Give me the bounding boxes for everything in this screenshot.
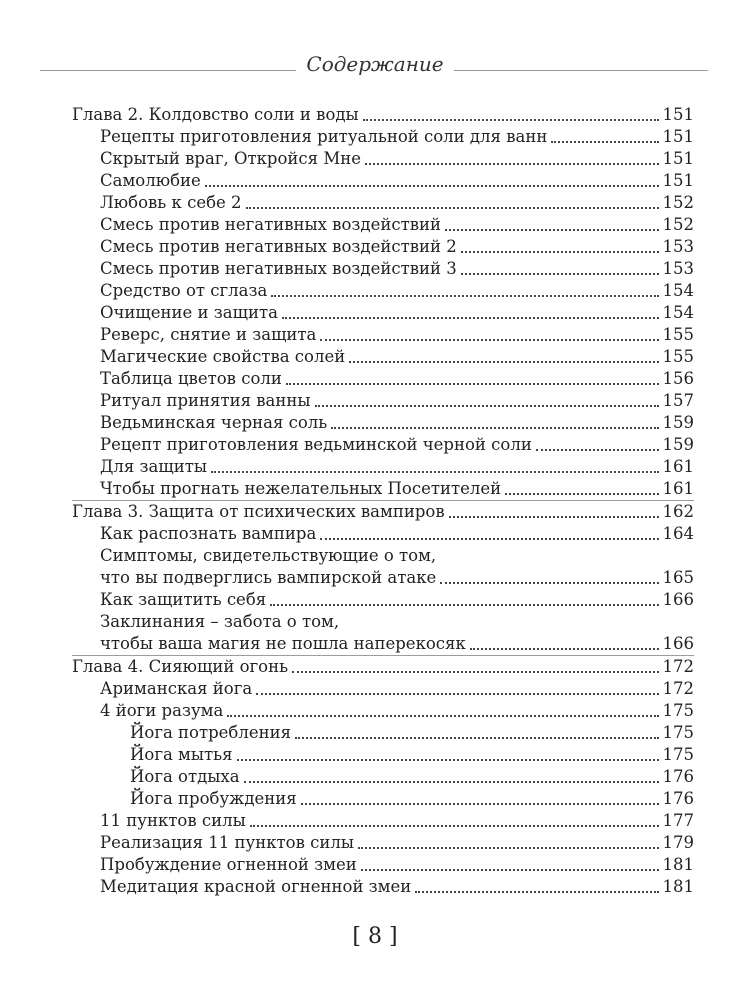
chapter-row[interactable] — [72, 104, 694, 126]
entry-page: 177 — [662, 811, 694, 830]
dot-leader — [205, 185, 659, 187]
entry-page: 153 — [662, 259, 694, 278]
toc-entry[interactable] — [72, 368, 694, 390]
entry-page: 175 — [662, 701, 694, 720]
entry-page: 159 — [662, 413, 694, 432]
toc-entry[interactable] — [72, 302, 694, 324]
dot-leader — [440, 582, 658, 584]
entry-page: 166 — [662, 590, 694, 609]
entry-title: Рецепт приготовления ведьминской черной соли — [100, 435, 532, 454]
dot-leader — [315, 405, 659, 407]
dot-leader — [505, 493, 658, 495]
entry-title: Скрытый враг, Откройся Мне — [100, 149, 361, 168]
dot-leader — [320, 538, 658, 540]
dot-leader — [286, 383, 659, 385]
header — [0, 52, 750, 76]
entry-title: Смесь против негативных воздействий 2 — [100, 237, 457, 256]
entry-page: 161 — [662, 457, 694, 476]
entry-title: Рецепты приготовления ритуальной соли для ванн — [100, 127, 548, 146]
entry-page: 176 — [662, 789, 694, 808]
dot-leader — [320, 339, 658, 341]
dot-leader — [365, 163, 659, 165]
entry-title: 4 йоги разума — [100, 701, 224, 720]
toc-entry[interactable] — [72, 214, 694, 236]
entry-page: 172 — [662, 679, 694, 698]
dot-leader — [415, 891, 658, 893]
toc-entry[interactable] — [72, 678, 694, 700]
entry-page: 181 — [662, 855, 694, 874]
entry-title: Ритуал принятия ванны — [100, 391, 311, 410]
entry-title: 11 пунктов силы — [100, 811, 246, 830]
chapter-block — [72, 656, 694, 898]
entry-page: 151 — [662, 149, 694, 168]
dot-leader — [449, 516, 659, 518]
dot-leader — [227, 715, 658, 717]
entry-page: 175 — [662, 723, 694, 742]
toc-entry[interactable] — [72, 876, 694, 898]
entry-title: Ариманская йога — [100, 679, 253, 698]
entry-title: Пробуждение огненной змеи — [100, 855, 357, 874]
entry-title: Любовь к себе 2 — [100, 193, 242, 212]
entry-page: 165 — [662, 568, 694, 587]
entry-title: Как распознать вампира — [100, 524, 317, 543]
toc-entry[interactable] — [72, 412, 694, 434]
chapter-page: 162 — [662, 502, 694, 521]
toc-entry[interactable] — [72, 456, 694, 478]
entry-page: 179 — [662, 833, 694, 852]
toc-entry[interactable] — [72, 434, 694, 456]
chapter-row[interactable] — [72, 501, 694, 523]
entry-page: 157 — [662, 391, 694, 410]
toc-entry[interactable] — [72, 192, 694, 214]
chapter-page: 172 — [662, 657, 694, 676]
entry-page: 181 — [662, 877, 694, 896]
toc-entry[interactable] — [72, 126, 694, 148]
entry-title: Заклинания – забота о том, — [100, 612, 340, 631]
toc-entry[interactable] — [72, 810, 694, 832]
entry-page: 175 — [662, 745, 694, 764]
chapter-row[interactable] — [72, 656, 694, 678]
toc-subentry[interactable] — [72, 766, 694, 788]
toc-entry[interactable] — [72, 832, 694, 854]
toc-entry[interactable] — [72, 170, 694, 192]
dot-leader — [301, 803, 659, 805]
toc-subentry[interactable] — [72, 744, 694, 766]
dot-leader — [461, 251, 659, 253]
page-title: Содержание — [296, 52, 453, 76]
dot-leader — [271, 295, 658, 297]
dot-leader — [256, 693, 658, 695]
entry-title: Самолюбие — [100, 171, 201, 190]
toc-entry[interactable] — [72, 280, 694, 302]
entry-page: 154 — [662, 281, 694, 300]
entry-title: Йога мытья — [130, 745, 233, 764]
chapter-block — [72, 501, 694, 656]
dot-leader — [349, 361, 658, 363]
dot-leader — [461, 273, 659, 275]
entry-title: Йога пробуждения — [130, 789, 297, 808]
entry-page: 153 — [662, 237, 694, 256]
entry-title: Медитация красной огненной змеи — [100, 877, 412, 896]
toc-subentry[interactable] — [72, 788, 694, 810]
dot-leader — [270, 604, 658, 606]
dot-leader — [244, 781, 659, 783]
entry-title: Чтобы прогнать нежелательных Посетителей — [100, 479, 502, 498]
entry-title: Как защитить себя — [100, 590, 267, 609]
toc-entry[interactable] — [72, 236, 694, 258]
dot-leader — [295, 737, 658, 739]
entry-title: Ведьминская черная соль — [100, 413, 328, 432]
dot-leader — [237, 759, 659, 761]
dot-leader — [551, 141, 658, 143]
dot-leader — [445, 229, 659, 231]
entry-page: 159 — [662, 435, 694, 454]
entry-page: 154 — [662, 303, 694, 322]
entry-page: 161 — [662, 479, 694, 498]
entry-title: что вы подверглись вампирской атаке — [100, 568, 437, 587]
toc-entry[interactable] — [72, 545, 694, 589]
entry-title: Средство от сглаза — [100, 281, 268, 300]
entry-title: Йога потребления — [130, 723, 292, 742]
entry-page: 156 — [662, 369, 694, 388]
dot-leader — [331, 427, 658, 429]
entry-page: 155 — [662, 325, 694, 344]
toc-entry[interactable] — [72, 700, 694, 722]
entry-page: 166 — [662, 634, 694, 653]
toc-entry[interactable] — [72, 523, 694, 545]
entry-title: Таблица цветов соли — [100, 369, 282, 388]
chapter-title: Глава 3. Защита от психических вампиров — [72, 502, 445, 521]
entry-title: Смесь против негативных воздействий 3 — [100, 259, 457, 278]
entry-title: Йога отдыха — [130, 767, 240, 786]
entry-page: 152 — [662, 215, 694, 234]
chapter-block — [72, 104, 694, 501]
dot-leader — [358, 847, 659, 849]
toc-entry[interactable] — [72, 478, 694, 500]
entry-title: Симптомы, свидетельствующие о том, — [100, 546, 437, 565]
entry-page: 155 — [662, 347, 694, 366]
dot-leader — [282, 317, 659, 319]
chapter-page: 151 — [662, 105, 694, 124]
toc-entry[interactable] — [72, 346, 694, 368]
dot-leader — [211, 471, 659, 473]
entry-page: 176 — [662, 767, 694, 786]
entry-page: 152 — [662, 193, 694, 212]
entry-page: 151 — [662, 127, 694, 146]
entry-page: 164 — [662, 524, 694, 543]
entry-title: Реверс, снятие и защита — [100, 325, 317, 344]
entry-title: чтобы ваша магия не пошла наперекосяк — [100, 634, 466, 653]
toc-entry[interactable] — [72, 324, 694, 346]
entry-title: Очищение и защита — [100, 303, 278, 322]
dot-leader — [363, 119, 659, 121]
dot-leader — [250, 825, 659, 827]
entry-title: Реализация 11 пунктов силы — [100, 833, 354, 852]
toc-entry[interactable] — [72, 148, 694, 170]
entry-title: Для защиты — [100, 457, 207, 476]
entry-title: Магические свойства солей — [100, 347, 346, 366]
toc-entry[interactable] — [72, 611, 694, 655]
dot-leader — [246, 207, 659, 209]
toc-subentry[interactable] — [72, 722, 694, 744]
toc-entry[interactable] — [72, 390, 694, 412]
toc-entry[interactable] — [72, 854, 694, 876]
chapter-title: Глава 2. Колдовство соли и воды — [72, 105, 359, 124]
table-of-contents — [72, 104, 694, 898]
entry-title: Смесь против негативных воздействий — [100, 215, 441, 234]
dot-leader — [536, 449, 659, 451]
entry-page: 151 — [662, 171, 694, 190]
dot-leader — [361, 869, 659, 871]
dot-leader — [470, 648, 659, 650]
toc-entry[interactable] — [72, 258, 694, 280]
dot-leader — [292, 671, 658, 673]
page-number: [ 8 ] — [352, 924, 398, 949]
toc-entry[interactable] — [72, 589, 694, 611]
chapter-title: Глава 4. Сияющий огонь — [72, 657, 289, 676]
